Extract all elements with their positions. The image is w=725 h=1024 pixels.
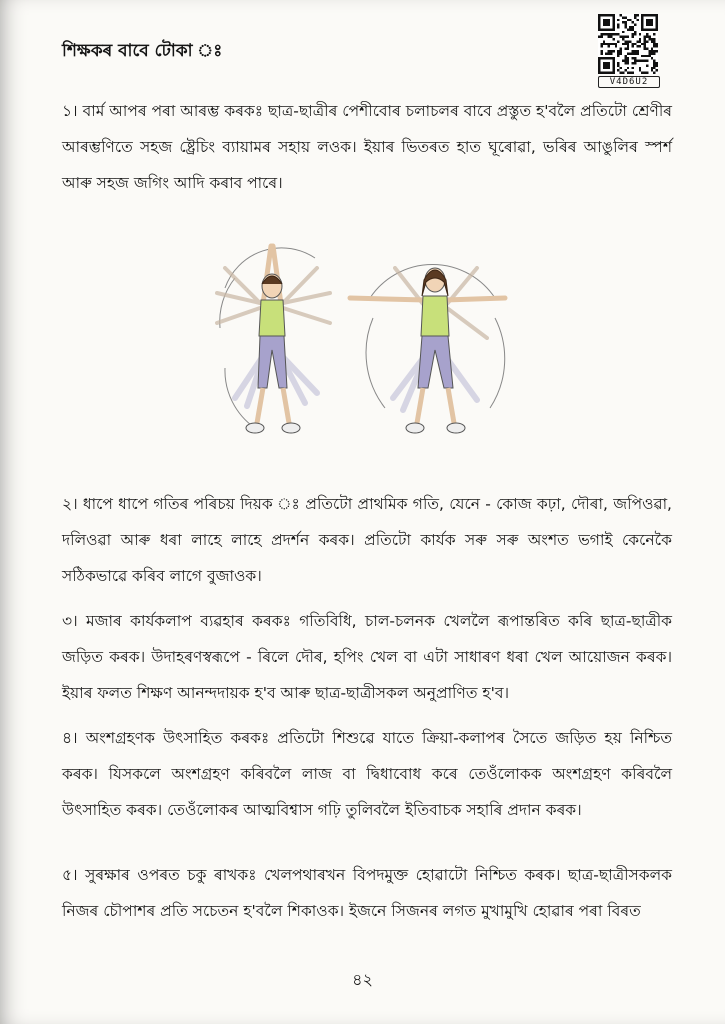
page-number: ৪২ (352, 970, 373, 989)
qr-code-icon[interactable] (598, 14, 658, 74)
instruction-paragraph: ৫। সুৰক্ষাৰ ওপৰত চকু ৰাখকঃ খেলপথাৰখন বিপদমুক্ত হোৱাটো নিশ্চিত কৰক। ছাত্ৰ-ছাত্ৰীসকলক নিজৰ চৌপাশৰ প্ৰতি সচেতন হ'বলৈ শিকাওক। ইজনে সিজনৰ লগত মুখামুখি হোৱাৰ পৰা বিৰত (62, 866, 672, 920)
instruction-paragraph: ৩। মজাৰ কাৰ্যকলাপ ব্যৱহাৰ কৰকঃ গতিবিধি, চাল-চলনক খেললৈ ৰূপান্তৰিত কৰি ছাত্ৰ-ছাত্ৰীক জড়িত কৰক। উদাহৰণস্বৰূপে - ৰিলে দৌৰ, হপিং খেল বা এটা সাধাৰণ ধৰা খেল আয়োজন কৰক। ইয়াৰ ফলত শিক্ষণ আনন্দদায়ক হ'ব আৰু ছাত্ৰ-ছাত্ৰীসকল অনুপ্ৰাণিত হ'ব। (62, 612, 672, 702)
girl-arms-outstretched-figure (350, 264, 505, 433)
girl-arms-overhead-figure (217, 246, 330, 433)
instruction-paragraph: ৪। অংশগ্ৰহণক উৎসাহিত কৰকঃ প্ৰতিটো শিশুৱে যাতে ক্ৰিয়া-কলাপৰ সৈতে জড়িত হয় নিশ্চিত কৰক। যিসকলে অংশগ্ৰহণ কৰিবলৈ লাজ বা দ্বিধাবোধ কৰে তেওঁলোকক অংশগ্ৰহণ কৰিবলৈ উৎসাহিত কৰক। তেওঁলোকৰ আত্মবিশ্বাস গঢ়ি তুলিবলৈ ইতিবাচক সহাৰি প্ৰদান কৰক। (62, 729, 672, 819)
stretching-exercise-illustration (205, 238, 515, 443)
section-heading: শিক্ষকৰ বাবে টোকা ঃ (62, 41, 223, 61)
instruction-paragraph: ২। ধাপে ধাপে গতিৰ পৰিচয় দিয়ক ঃ প্ৰতিটো প্ৰাথমিক গতি, যেনে - কোজ কঢ়া, দৌৰা, জপিওৱা, দলিওৱা আৰু ধৰা লাহে লাহে প্ৰদৰ্শন কৰক। প্ৰতিটো কাৰ্যক সৰু সৰু অংশত ভগাই কেনেকৈ সঠিকভাৱে কৰিব লাগে বুজাওক। (62, 495, 672, 585)
qr-code-label: V4D6U2 (598, 76, 660, 88)
instruction-paragraph: ১। বাৰ্ম আপৰ পৰা আৰম্ভ কৰকঃ ছাত্ৰ-ছাত্ৰীৰ পেশীবোৰ চলাচলৰ বাবে প্ৰস্তুত হ'বলৈ প্ৰতিটো শ্ৰেণীৰ আৰম্ভণিতে সহজ ষ্ট্ৰেচিং ব্যায়ামৰ সহায় লওক। ইয়াৰ ভিতৰত হাত ঘূৰোৱা, ভৰিৰ আঙুলিৰ স্পৰ্শ আৰু সহজ জগিং আদি কৰাব পাৰে। (62, 102, 672, 192)
qr-code-box (598, 14, 660, 88)
